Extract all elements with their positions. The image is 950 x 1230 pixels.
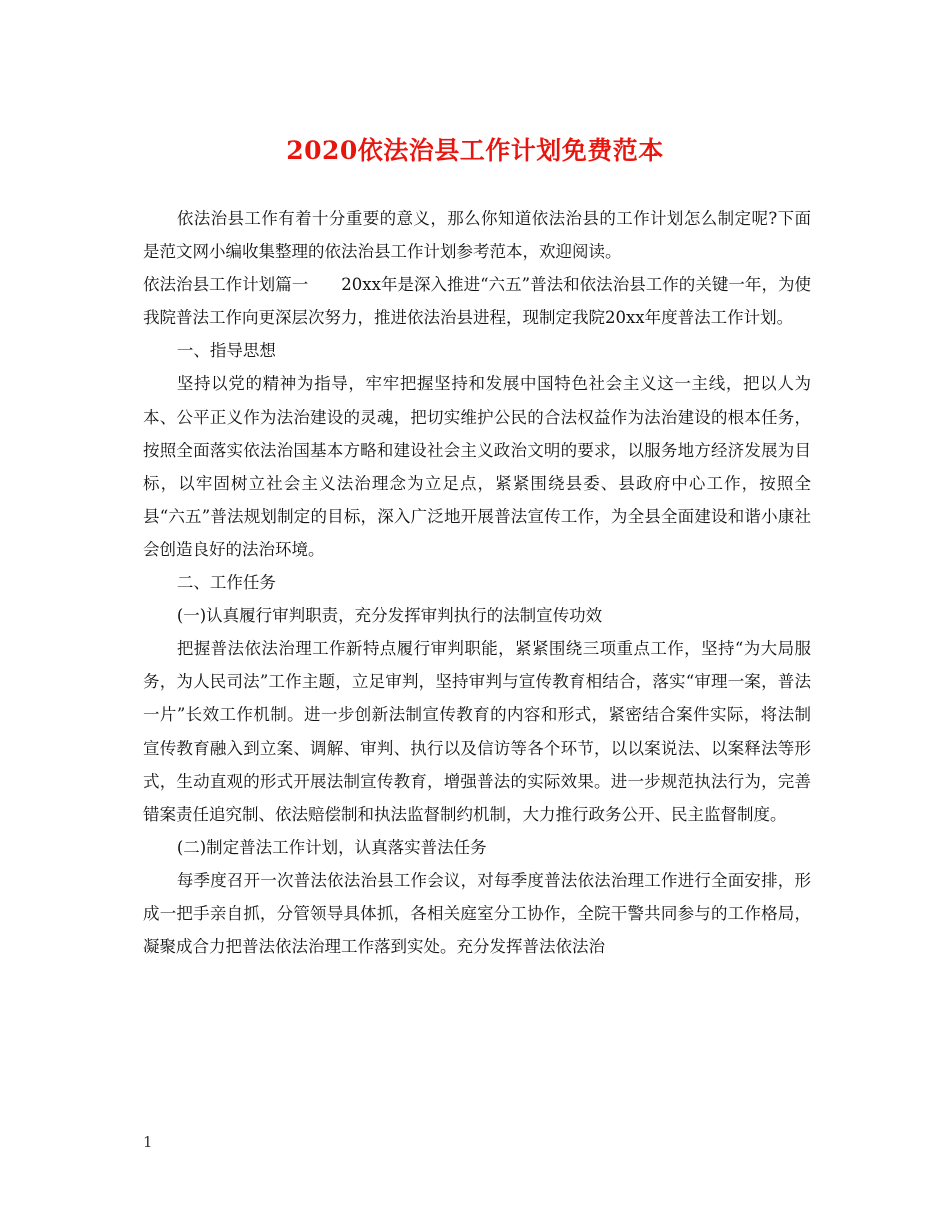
task-1-paragraph: 把握普法依法治理工作新特点履行审判职能，紧紧围绕三项重点工作，坚持“为大局服务，为人民司法”工作主题，立足审判，坚持审判与宣传教育相结合，落实“审理一案，普法一片”长效工作机制。进一步创新法制宣传教育的内容和形式，紧密结合案件实际，将法制宣传教育融入到立案、调解、审判、执行以及信访等各个环节，以以案说法、以案释法等形式，生动直观的形式开展法制宣传教育，增强普法的实际效果。进一步规范执法行为，完善错案责任追究制、依法赔偿制和执法监督制约机制，大力推行政务公开、民主监督制度。	[143, 639, 811, 824]
subsection-heading-1: (一)认真履行审判职责，充分发挥审判执行的法制宣传功效	[176, 606, 603, 626]
plan-intro-paragraph: 依法治县工作计划篇一 20xx年是深入推进“六五”普法和依法治县工作的关键一年，为使我院普法工作向更深层次努力，推进依法治县进程，现制定我院20xx年度普法工作计划。	[143, 275, 811, 328]
guiding-ideology-paragraph: 坚持以党的精神为指导，牢牢把握坚持和发展中国特色社会主义这一主线，把以人为本、公平正义作为法治建设的灵魂，把切实维护公民的合法权益作为法治建设的根本任务，按照全面落实依法治国基本方略和建设社会主义政治文明的要求，以服务地方经济发展为目标，以牢固树立社会主义法治理念为立足点，紧紧围绕县委、县政府中心工作，按照全县“六五”普法规划制定的目标，深入广泛地开展普法宣传工作，为全县全面建设和谐小康社会创造良好的法治环境。	[143, 374, 811, 559]
section-heading-work-tasks: 二、工作任务	[176, 573, 276, 593]
intro-paragraph: 依法治县工作有着十分重要的意义，那么你知道依法治县的工作计划怎么制定呢?下面是范文网小编收集整理的依法治县工作计划参考范本，欢迎阅读。	[143, 209, 811, 262]
task-2-paragraph: 每季度召开一次普法依法治县工作会议，对每季度普法依法治理工作进行全面安排，形成一把手亲自抓，分管领导具体抓，各相关庭室分工协作，全院干警共同参与的工作格局，凝聚成合力把普法依法治理工作落到实处。充分发挥普法依法治	[143, 870, 811, 957]
document-title: 2020依法治县工作计划免费范本	[286, 136, 664, 165]
page-number: 1	[143, 1133, 153, 1151]
subsection-heading-2: (二)制定普法工作计划，认真落实普法任务	[176, 837, 487, 857]
section-heading-guiding-ideology: 一、指导思想	[176, 341, 276, 361]
document-body	[143, 202, 811, 963]
